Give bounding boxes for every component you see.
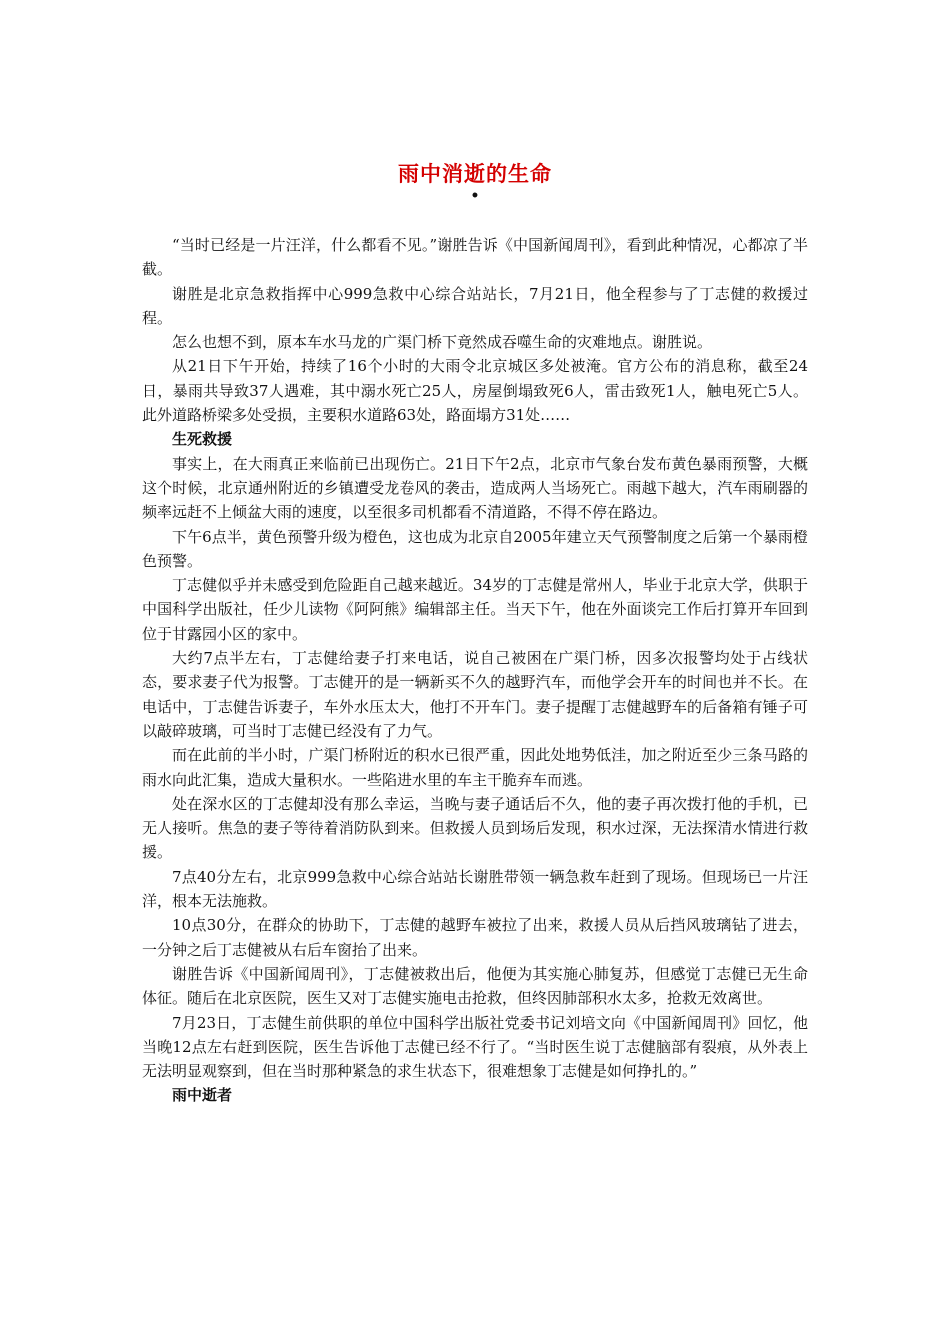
paragraph: 10点30分，在群众的协助下，丁志健的越野车被拉了出来，救援人员从后挡风玻璃钻了进去，一分钟之后丁志健被从右后车窗抬了出来。 [142, 916, 808, 959]
paragraph: “当时已经是一片汪洋，什么都看不见。”谢胜告诉《中国新闻周刊》，看到此种情况，心都凉了半截。 [142, 236, 808, 279]
paragraph: 丁志健似乎并未感受到危险距自己越来越近。34岁的丁志健是常州人，毕业于北京大学，供职于中国科学出版社，任少儿读物《阿阿熊》编辑部主任。当天下午，他在外面谈完工作后打算开车回到位于甘露园小区的家中。 [142, 576, 808, 643]
paragraph: 从21日下午开始，持续了16个小时的大雨令北京城区多处被淹。官方公布的消息称，截至24日，暴雨共导致37人遇难，其中溺水死亡25人，房屋倒塌致死6人，雷击致死1人，触电死亡5人。此外道路桥梁多处受损，主要积水道路63处，路面塌方31处…… [142, 357, 808, 425]
section-heading-victims: 雨中逝者 [172, 1086, 233, 1105]
paragraph: 7月23日，丁志健生前供职的单位中国科学出版社党委书记刘培文向《中国新闻周刊》回忆，他当晚12点左右赶到医院，医生告诉他丁志健已经不行了。“当时医生说丁志健脑部有裂痕，从外表上无法明显观察到，但在当时那种紧急的求生状态下，很难想象丁志健是如何挣扎的。” [142, 1013, 808, 1081]
paragraph: 处在深水区的丁志健却没有那么幸运，当晚与妻子通话后不久，他的妻子再次拨打他的手机，已无人接听。焦急的妻子等待着消防队到来。但救援人员到场后发现，积水过深，无法探清水情进行救援。 [142, 794, 808, 862]
paragraph: 大约7点半左右，丁志健给妻子打来电话，说自己被困在广渠门桥，因多次报警均处于占线状态，要求妻子代为报警。丁志健开的是一辆新买不久的越野汽车，而他学会开车的时间也并不长。在电话中，丁志健告诉妻子，车外水压太大，他打不开车门。妻子提醒丁志健越野车的后备箱有锤子可以敲碎玻璃，可当时丁志健已经没有了力气。 [142, 649, 808, 740]
paragraph: 谢胜是北京急救指挥中心999急救中心综合站站长，7月21日，他全程参与了丁志健的救援过程。 [142, 284, 808, 327]
paragraph: 事实上，在大雨真正来临前已出现伤亡。21日下午2点，北京市气象台发布黄色暴雨预警，大概这个时候，北京通州附近的乡镇遭受龙卷风的袭击，造成两人当场死亡。雨越下越大，汽车雨刷器的频率远赶不上倾盆大雨的速度，以至很多司机都看不清道路，不得不停在路边。 [142, 454, 808, 522]
paragraph: 怎么也想不到，原本车水马龙的广渠门桥下竟然成吞噬生命的灾难地点。谢胜说。 [172, 333, 713, 352]
paragraph: 7点40分左右，北京999急救中心综合站站长谢胜带领一辆急救车赶到了现场。但现场已一片汪洋，根本无法施救。 [142, 867, 808, 911]
section-heading-rescue: 生死救援 [172, 430, 233, 449]
page-title: 雨中消逝的生命 [398, 161, 552, 186]
article-body [142, 233, 808, 1108]
bullet-mark: • [470, 188, 480, 204]
paragraph: 而在此前的半小时，广渠门桥附近的积水已很严重，因此处地势低洼，加之附近至少三条马路的雨水向此汇集，造成大量积水。一些陷进水里的车主干脆弃车而逃。 [142, 746, 808, 789]
paragraph: 下午6点半，黄色预警升级为橙色，这也成为北京自2005年建立天气预警制度之后第一个暴雨橙色预警。 [142, 527, 808, 570]
paragraph: 谢胜告诉《中国新闻周刊》，丁志健被救出后，他便为其实施心肺复苏，但感觉丁志健已无生命体征。随后在北京医院，医生又对丁志健实施电击抢救，但终因肺部积水太多，抢救无效离世。 [142, 964, 808, 1008]
